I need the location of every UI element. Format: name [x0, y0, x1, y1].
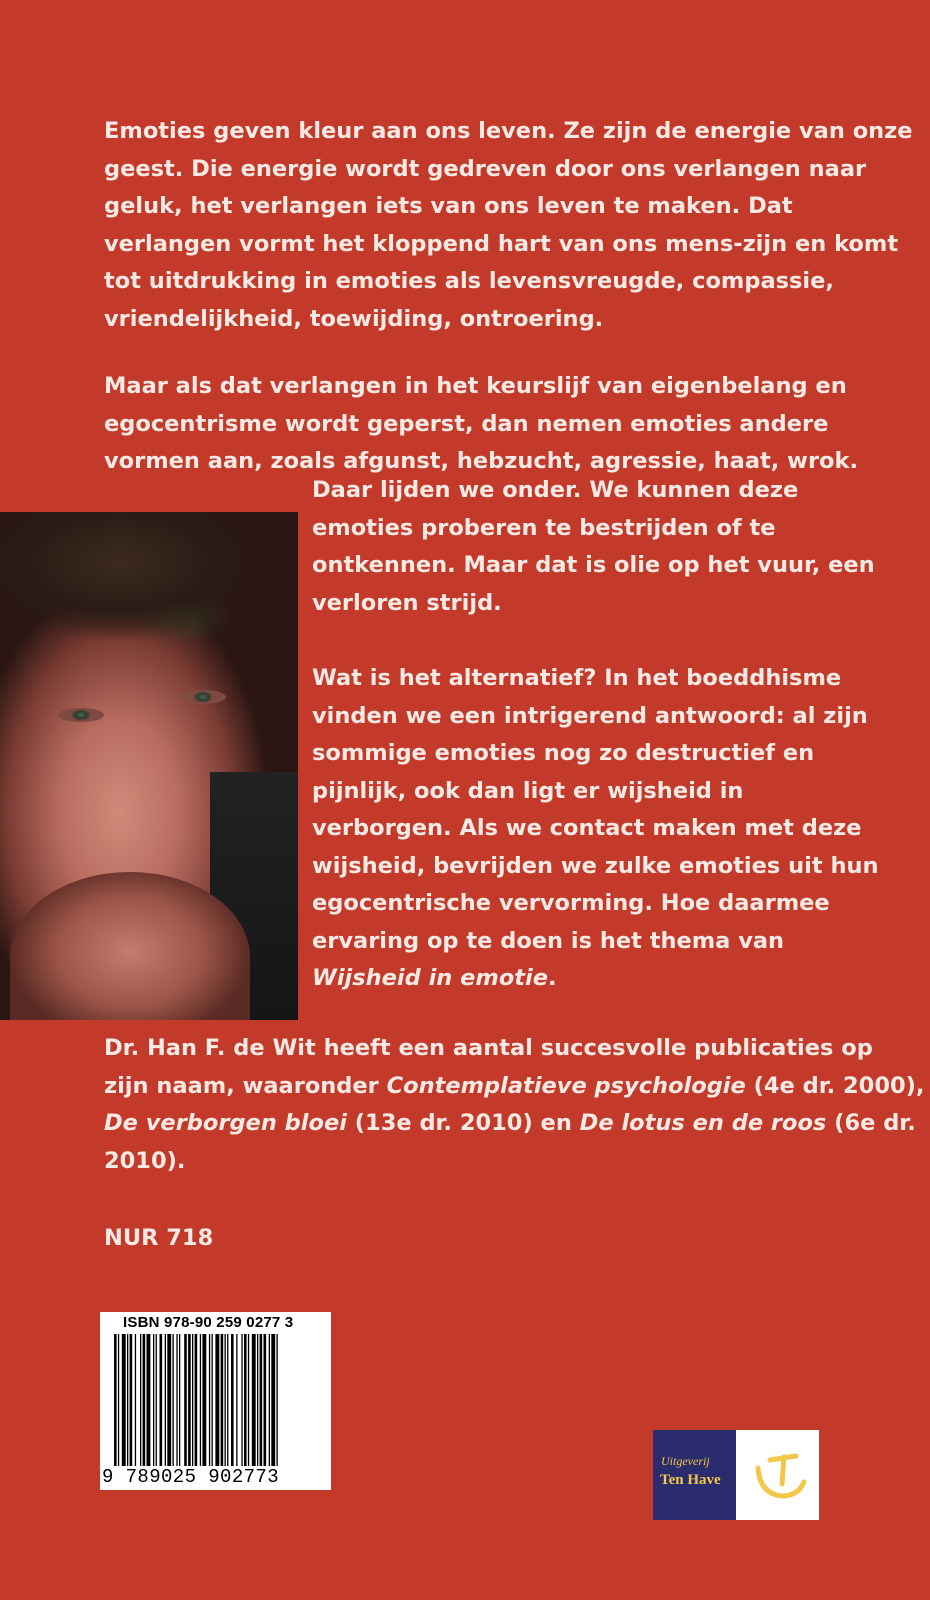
- barcode-bar: [147, 1334, 151, 1466]
- barcode-bar: [143, 1334, 146, 1466]
- barcode-bar: [244, 1334, 247, 1466]
- barcode-bar: [118, 1334, 119, 1466]
- bio-line: [104, 1105, 916, 1143]
- barcode-bar: [269, 1334, 270, 1466]
- third-line: Daar lijden we onder. We kunnen deze: [312, 477, 799, 503]
- fourth-line: vinden we een intrigerend antwoord: al zijn: [312, 702, 868, 729]
- barcode-bar: [221, 1334, 224, 1466]
- second-line: vormen aan, zoals afgunst, hebzucht, agressie, haat, wrok.: [104, 448, 859, 474]
- bio-title: Contemplatieve psychologie: [386, 1072, 746, 1099]
- barcode-bar: [236, 1334, 237, 1466]
- isbn-label: ISBN 978-90 259 0277 3: [123, 1314, 294, 1331]
- bio-line: 2010).: [104, 1147, 186, 1174]
- third-paragraph: [312, 472, 875, 622]
- intro-line: tot uitdrukking in emoties als levensvreugde, compassie,: [104, 268, 834, 294]
- barcode-bar: [184, 1334, 187, 1466]
- fourth-last-line: [312, 960, 832, 998]
- nur-code: NUR 718: [104, 1225, 214, 1251]
- publisher-mark: [736, 1430, 819, 1520]
- publisher-logo: [653, 1430, 819, 1520]
- fourth-line: wijsheid, bevrijden we zulke emoties uit hun: [312, 852, 879, 879]
- intro-line: geluk, het verlangen iets van ons leven te maken. Dat: [104, 193, 793, 219]
- bio-line: [104, 1068, 925, 1106]
- fourth-line: Wat is het alternatief? In het boeddhisme: [312, 665, 842, 691]
- fourth-line: egocentrische vervorming. Hoe daarmee: [312, 890, 830, 916]
- barcode-bar: [225, 1334, 226, 1466]
- barcode-bar: [153, 1334, 154, 1466]
- barcode-bar: [257, 1334, 258, 1466]
- bio-text: (6e dr.: [826, 1110, 916, 1136]
- barcode-bar: [215, 1334, 219, 1466]
- photo-hair: [0, 512, 260, 642]
- photo-eye-right: [180, 690, 226, 704]
- barcode-bar: [231, 1334, 234, 1466]
- barcode-bar: [130, 1334, 133, 1466]
- period: .: [548, 965, 557, 991]
- barcode-bar: [135, 1334, 136, 1466]
- barcode-bar: [176, 1334, 177, 1466]
- second-line: egocentrisme wordt geperst, dan nemen emoties andere: [104, 410, 829, 437]
- intro-line: Emoties geven kleur aan ons leven. Ze zijn de energie van onze: [104, 118, 913, 144]
- barcode-bar: [167, 1334, 171, 1466]
- barcode-digits: 9 789025 902773: [102, 1466, 280, 1488]
- barcode-bar: [277, 1334, 278, 1466]
- bio-text: (13e dr. 2010) en: [346, 1110, 580, 1136]
- second-paragraph: [104, 368, 859, 481]
- second-line: Maar als dat verlangen in het keurslijf van eigenbelang en: [104, 373, 847, 399]
- bio-title: De verborgen bloei: [104, 1110, 347, 1136]
- bio-text: (4e dr. 2000),: [745, 1072, 925, 1099]
- barcode-bar: [114, 1334, 117, 1466]
- barcode-bar: [192, 1334, 193, 1466]
- author-bio: [104, 1030, 925, 1180]
- barcode-bar: [122, 1334, 126, 1466]
- barcode-bar: [195, 1334, 198, 1466]
- barcode-bar: [173, 1334, 174, 1466]
- barcode-bar: [160, 1334, 163, 1466]
- barcode-bar: [179, 1334, 180, 1466]
- barcode-bar: [202, 1334, 206, 1466]
- isbn-barcode: [100, 1312, 331, 1490]
- author-photo: [0, 512, 298, 1020]
- barcode-bar: [200, 1334, 201, 1466]
- barcode-bar: [209, 1334, 210, 1466]
- barcode-bar: [156, 1334, 157, 1466]
- barcode-bar: [227, 1334, 228, 1466]
- barcode-bars: [114, 1334, 322, 1470]
- publisher-mark-icon: [736, 1430, 819, 1520]
- intro-line: vriendelijkheid, toewijding, ontroering.: [104, 305, 604, 332]
- fourth-line: sommige emoties nog zo destructief en: [312, 740, 815, 766]
- bio-text: zijn naam, waaronder: [104, 1072, 387, 1099]
- barcode-bar: [271, 1334, 275, 1466]
- publisher-prefix: Uitgeverij: [661, 1454, 710, 1468]
- barcode-bar: [140, 1334, 141, 1466]
- photo-eye-left: [58, 708, 104, 722]
- barcode-bar: [252, 1334, 256, 1466]
- third-line: ontkennen. Maar dat is olie op het vuur, een: [312, 552, 875, 578]
- third-line: emoties proberen te bestrijden of te: [312, 514, 776, 541]
- intro-paragraph: [104, 113, 913, 338]
- barcode-bar: [127, 1334, 128, 1466]
- barcode-bar: [248, 1334, 249, 1466]
- publisher-name: Ten Have: [660, 1472, 721, 1488]
- barcode-bar: [241, 1334, 242, 1466]
- fourth-line: ervaring op te doen is het thema van: [312, 927, 785, 954]
- barcode-bar: [212, 1334, 213, 1466]
- bio-line: Dr. Han F. de Wit heeft een aantal succesvolle publicaties op: [104, 1035, 873, 1061]
- barcode-bar: [260, 1334, 263, 1466]
- third-line: verloren strijd.: [312, 589, 502, 616]
- fourth-line: pijnlijk, ook dan ligt er wijsheid in: [312, 777, 744, 804]
- fourth-paragraph: [312, 660, 879, 998]
- barcode-bar: [188, 1334, 191, 1466]
- intro-line: verlangen vormt het kloppend hart van ons mens-zijn en komt: [104, 230, 899, 257]
- barcode-bar: [165, 1334, 166, 1466]
- publisher-logo-text: [653, 1430, 736, 1520]
- intro-line: geest. Die energie wordt gedreven door ons verlangen naar: [104, 155, 867, 182]
- bio-title: De lotus en de roos: [579, 1110, 827, 1136]
- fourth-line: verborgen. Als we contact maken met deze: [312, 815, 862, 841]
- barcode-bar: [264, 1334, 267, 1466]
- book-title: Wijsheid in emotie: [312, 965, 549, 991]
